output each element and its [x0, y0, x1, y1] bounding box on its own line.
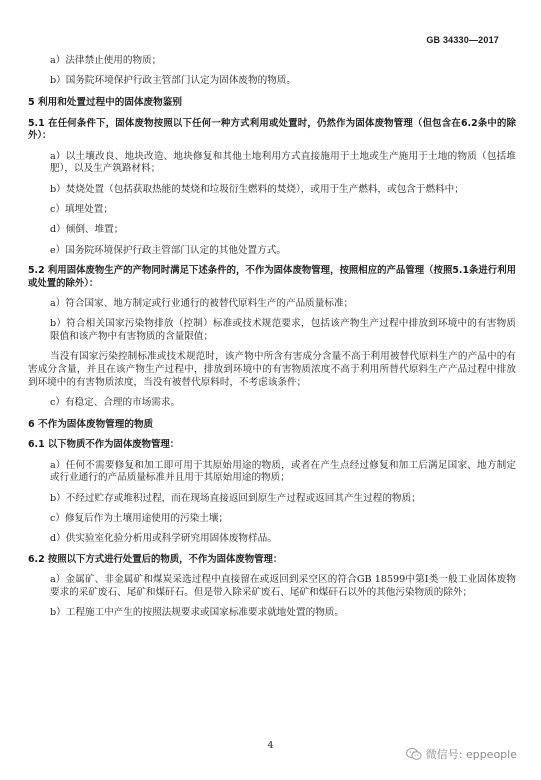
list-item: c）填埋处置； [50, 203, 113, 215]
wechat-watermark [406, 746, 517, 762]
clause-heading: 6.1 以下物质不作为固体废物管理： [28, 439, 180, 451]
list-item: a）符合国家、地方制定或行业通行的被替代原料生产的产品质量标准； [50, 298, 354, 310]
list-item: b）工程施工中产生的按照法规要求或国家标准要求就地处置的物质。 [50, 607, 344, 619]
list-item: e）国务院环境保护行政主管部门认定的其他处置方式。 [50, 244, 286, 256]
list-item: b）焚烧处置（包括获取热能的焚烧和垃圾衍生燃料的焚烧），或用于生产燃料，或包含于燃料中； [50, 183, 464, 195]
clause-heading: 6.2 按照以下方式进行处置后的物质，不作为固体废物管理： [28, 553, 283, 565]
list-item: b）符合相关国家污染物排放（控制）标准或技术规范要求，包括该产物生产过程中排放到环境中的有害物质限值和该产物中有害物质的含量限值； [50, 318, 516, 343]
clause-heading: 5.1 在任何条件下，固体废物按照以下任何一种方式利用或处置时，仍然作为固体废物管理（但包含在6.2条中的除外）： [28, 117, 516, 142]
section-heading: 5 利用和处置过程中的固体废物鉴别 [28, 96, 182, 108]
body-paragraph: 当没有国家污染控制标准或技术规范时，该产物中所含有害成分含量不高于利用被替代原料生产的产品中的有害成分含量，并且在该产物生产过程中，排放到环境中的有害物质浓度不高于利用所替代原料生产产品过程中排放到环境中的有害物质浓度，当没有被替代原料时，不考虑该条件； [28, 351, 516, 388]
section-heading: 6 不作为固体废物管理的物质 [28, 418, 154, 430]
list-item: a）以土壤改良、地块改造、地块修复和其他土地利用方式直接施用于土地或生产施用于土地的物质（包括堆肥），以及生产筑路材料； [50, 150, 516, 175]
document-body [28, 55, 516, 628]
watermark-text: 微信号: eppeople [425, 748, 517, 761]
wechat-icon [406, 747, 422, 761]
list-item: a）法律禁止使用的物质； [50, 55, 162, 66]
clause-heading: 5.2 利用固体废物生产的产物同时满足下述条件的，不作为固体废物管理，按照相应的产品管理（按照5.1条进行利用或处置的除外）： [28, 265, 516, 289]
list-item: d）倾倒、堆置； [50, 224, 124, 236]
list-item: d）供实验室化验分析用或科学研究用固体废物样品。 [50, 533, 277, 545]
list-item: c）修复后作为土壤用途使用的污染土壤； [50, 513, 229, 524]
list-item: a）金属矿、非金属矿和煤炭采选过程中直接留在或返回到采空区的符合GB 18599中第I类一般工业固体废物要求的采矿废石、尾矿和煤矸石。但是带入除采矿废石、尾矿和煤矸石以外的其他污染物质的除外； [50, 574, 516, 598]
list-item: b）不经过贮存或堆积过程，而在现场直接返回到原生产过程或返回其产生过程的物质； [50, 492, 421, 504]
list-item: c）有稳定、合理的市场需求。 [50, 397, 181, 409]
standard-number: GB 34330—2017 [426, 35, 499, 45]
list-item: b）国务院环境保护行政主管部门认定为固体废物的物质。 [50, 75, 296, 87]
list-item: a）任何不需要修复和加工即可用于其原始用途的物质，或者在产生点经过修复和加工后满足国家、地方制定或行业通行的产品质量标准并且用于其原始用途的物质； [50, 459, 516, 484]
page-number: 4 [267, 741, 274, 751]
